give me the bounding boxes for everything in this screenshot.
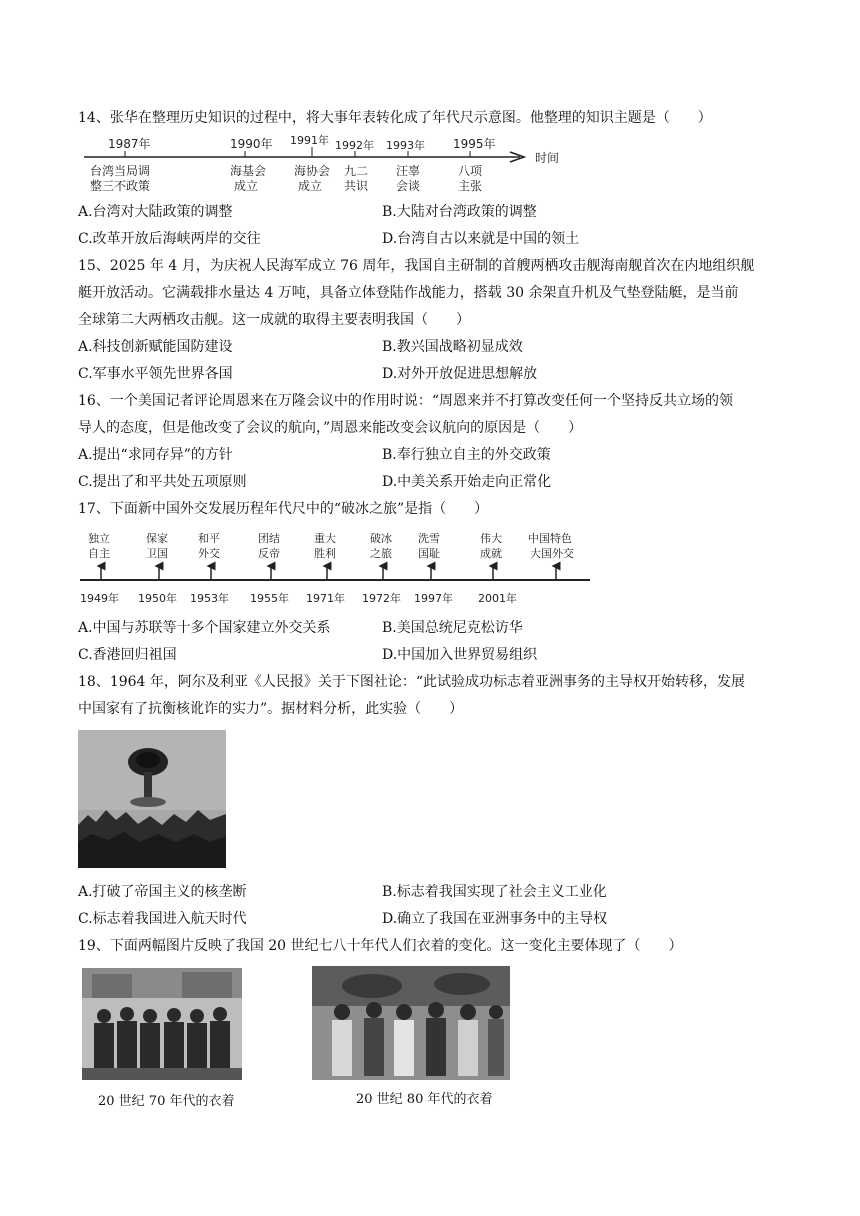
- q14-event-5-line2: 会谈: [396, 179, 421, 193]
- q14-year-1987: 1987年: [108, 137, 151, 151]
- q17-event-9-line2: 大国外交: [530, 547, 574, 560]
- clothing-1970s-photo: [82, 968, 242, 1080]
- q15-option-c: C.军事水平领先世界各国: [78, 366, 233, 382]
- q17-year-1972: 1972年: [362, 592, 401, 605]
- q14-year-1992: 1992年: [335, 139, 374, 152]
- q14-event-3-line2: 成立: [298, 179, 323, 193]
- q17-event-2-line1: 保家: [146, 532, 168, 545]
- q18-option-a: A.打破了帝国主义的核垄断: [78, 884, 247, 900]
- clothing-1980s-caption: 20 世纪 80 年代的衣着: [356, 1092, 493, 1107]
- q15-option-d: D.对外开放促进思想解放: [382, 366, 538, 382]
- q17-year-1949: 1949年: [80, 592, 119, 605]
- q17-event-1-line1: 独立: [88, 532, 110, 545]
- q17-event-3-line2: 外交: [198, 547, 220, 560]
- q17-event-1-line2: 自主: [88, 547, 110, 560]
- q17-event-8-line1: 伟大: [480, 532, 502, 545]
- q14-timeline: [80, 130, 560, 194]
- q18-option-c: C.标志着我国进入航天时代: [78, 911, 247, 927]
- q17-option-d: D.中国加入世界贸易组织: [382, 647, 538, 663]
- q17-event-8-line2: 成就: [480, 547, 502, 560]
- q14-event-2-line2: 成立: [234, 179, 259, 193]
- q14-axis-label: 时间: [535, 151, 560, 165]
- q16-option-d: D.中美关系开始走向正常化: [382, 474, 552, 490]
- q17-option-c: C.香港回归祖国: [78, 647, 177, 663]
- q17-event-2-line2: 卫国: [146, 547, 168, 560]
- q17-event-4-line2: 反帝: [258, 547, 280, 560]
- q14-year-1990: 1990年: [230, 137, 273, 151]
- q17-timeline: [78, 528, 598, 610]
- q17-option-a: A.中国与苏联等十多个国家建立外交关系: [78, 620, 331, 636]
- q18-option-b: B.标志着我国实现了社会主义工业化: [382, 884, 607, 900]
- q14-event-4-line2: 共识: [344, 179, 369, 193]
- q15-stem-line-1: 15、2025 年 4 月，为庆祝人民海军成立 76 周年，我国自主研制的首艘两栖攻击舰海南舰首次在内地组织舰: [78, 258, 755, 274]
- q18-option-d: D.确立了我国在亚洲事务中的主导权: [382, 911, 608, 927]
- q17-year-1971: 1971年: [306, 592, 345, 605]
- q17-event-6-line1: 破冰: [370, 532, 392, 545]
- q17-event-5-line2: 胜利: [314, 547, 336, 560]
- q14-stem: 14、张华在整理历史知识的过程中，将大事年表转化成了年代尺示意图。他整理的知识主题是（ ）: [78, 110, 712, 126]
- q14-year-1991: 1991年: [290, 134, 329, 147]
- q17-year-2001: 2001年: [478, 592, 517, 605]
- q14-year-1993: 1993年: [386, 139, 425, 152]
- q17-event-5-line1: 重大: [314, 532, 336, 545]
- q18-stem-line-1: 18、1964 年，阿尔及利亚《人民报》关于下图社论：“此试验成功标志着亚洲事务的主导权开始转移，发展: [78, 674, 746, 690]
- q15-option-a: A.科技创新赋能国防建设: [78, 339, 233, 355]
- q17-event-4-line1: 团结: [258, 532, 280, 545]
- q15-stem-line-3: 全球第二大两栖攻击舰。这一成就的取得主要表明我国（ ）: [78, 312, 470, 328]
- q14-option-c: C.改革开放后海峡两岸的交往: [78, 231, 261, 247]
- clothing-1970s-caption: 20 世纪 70 年代的衣着: [98, 1094, 235, 1109]
- q17-year-1955: 1955年: [250, 592, 289, 605]
- q14-event-4-line1: 九二: [344, 164, 369, 178]
- q16-stem-line-2: 导人的态度，但是他改变了会议的航向，”周恩来能改变会议航向的原因是（ ）: [78, 420, 583, 436]
- q17-event-9-line1: 中国特色: [528, 532, 572, 545]
- nuclear-test-photo: [78, 730, 226, 868]
- q14-option-b: B.大陆对台湾政策的调整: [382, 204, 537, 220]
- q16-option-a: A.提出“求同存异”的方针: [78, 447, 233, 463]
- clothing-1980s-photo: [312, 966, 510, 1080]
- q14-year-1995: 1995年: [453, 137, 496, 151]
- q16-option-b: B.奉行独立自主的外交政策: [382, 447, 551, 463]
- q19-stem: 19、下面两幅图片反映了我国 20 世纪七八十年代人们衣着的变化。这一变化主要体现了（ ）: [78, 938, 683, 954]
- q14-event-1-line1: 台湾当局调: [90, 164, 151, 178]
- q17-year-1997: 1997年: [414, 592, 453, 605]
- q17-event-7-line2: 国耻: [418, 547, 440, 560]
- q15-stem-line-2: 艇开放活动。它满载排水量达 4 万吨，具备立体登陆作战能力，搭载 30 余架直升机及气垫登陆艇，是当前: [78, 285, 739, 301]
- q17-option-b: B.美国总统尼克松访华: [382, 620, 523, 636]
- q18-stem-line-2: 中国家有了抗衡核讹诈的实力”。据材料分析，此实验（ ）: [78, 701, 464, 717]
- q14-event-1-line2: 整三不政策: [90, 179, 151, 193]
- q16-stem-line-1: 16、一个美国记者评论周恩来在万隆会议中的作用时说：“周恩来并不打算改变任何一个坚持反共立场的领: [78, 393, 733, 409]
- q17-event-7-line1: 洗雪: [418, 532, 440, 545]
- q14-option-d: D.台湾自古以来就是中国的领土: [382, 231, 580, 247]
- q14-event-6-line2: 主张: [458, 179, 483, 193]
- q17-event-6-line2: 之旅: [370, 547, 392, 560]
- q14-option-a: A.台湾对大陆政策的调整: [78, 204, 233, 220]
- q17-stem: 17、下面新中国外交发展历程年代尺中的“破冰之旅”是指（ ）: [78, 501, 489, 517]
- q14-event-6-line1: 八项: [458, 164, 483, 178]
- q17-year-1953: 1953年: [190, 592, 229, 605]
- q15-option-b: B.教兴国战略初显成效: [382, 339, 523, 355]
- q16-option-c: C.提出了和平共处五项原则: [78, 474, 247, 490]
- q17-event-3-line1: 和平: [198, 532, 220, 545]
- q14-event-2-line1: 海基会: [230, 164, 267, 178]
- q17-year-1950: 1950年: [138, 592, 177, 605]
- q14-event-5-line1: 汪辜: [396, 164, 421, 178]
- q14-event-3-line1: 海协会: [294, 164, 331, 178]
